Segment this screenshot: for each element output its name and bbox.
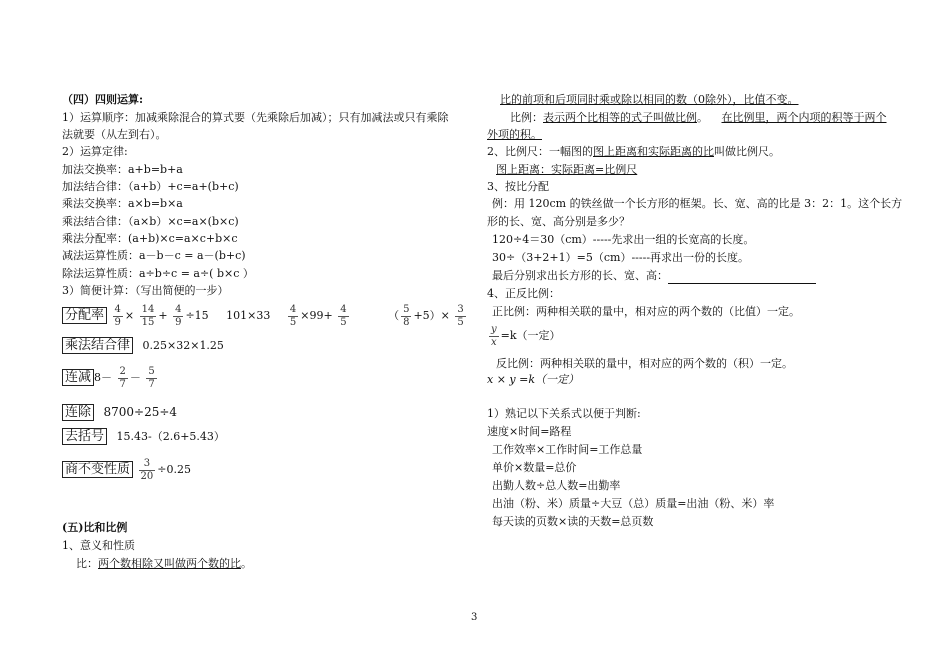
relation-item: 出勤人数÷总人数=出勤率 [492, 479, 621, 492]
relation-item: 出油（粉、米）质量÷大豆（总）质量=出油（粉、米）率 [492, 497, 775, 510]
direct-proportion-formula: $\frac{y}{x}$ =k（一定） [491, 323, 561, 348]
fraction: $\frac{3}{5}$ [457, 303, 464, 328]
section-4-title: （四）四则运算: [62, 93, 144, 106]
inverse-proportion-formula: x × y =k（一定） [487, 373, 580, 386]
page-number: 3 [471, 612, 478, 623]
fraction: $\frac{4}{5}$ [289, 303, 297, 328]
solution-step-1: 120÷4＝30（cm）-----先求出一组的长宽高的长度。 [492, 233, 755, 246]
example-remove-parentheses: 去括号 15.43-（2.6+5.43） [62, 429, 225, 445]
scale-formula: 图上距离：实际距离=比例尺 [496, 163, 638, 176]
label-box: 连减 [62, 369, 94, 386]
law-item: 乘法结合律：（a×b）×c=a×(b×c) [62, 215, 239, 228]
label-box: 去括号 [62, 428, 107, 445]
relation-item: 工作效率×工作时间=工作总量 [492, 443, 643, 456]
law-item: 乘法分配率：(a+b)×c=a×c+b×c [62, 232, 238, 245]
law-item: 加法结合律：（a+b）+c=a+(b+c) [62, 180, 239, 193]
example-consecutive-subtract: 连减 8－ $\frac{2}{7}$ － $\frac{5}{7}$ [62, 364, 159, 392]
fraction: $\frac{5}{7}$ [148, 365, 155, 390]
proportion-definition: 比例：表示两个比相等的式子叫做比例。 在比例里，两个内项的积等于两个 [510, 111, 887, 124]
example-quotient-invariance: 商不变性质 $\frac{3}{20}$ ÷0.25 [62, 456, 191, 484]
meaning-title: 1、意义和性质 [62, 539, 135, 552]
order-rule-line-2: 法就要（从左到右）。 [62, 128, 167, 141]
relation-item: 速度×时间=路程 [487, 425, 572, 438]
solution-step-2: 30÷（3+2+1）=5（cm）-----再求出一份的长度。 [492, 251, 750, 264]
fraction: $\frac{2}{7}$ [119, 365, 126, 390]
section-5-title: (五)比和比例 [62, 521, 128, 534]
proportion-definition-cont: 外项的积。 [487, 128, 542, 141]
example-problem-line-1: 例：用 120cm 的铁丝做一个长方形的框架。长、宽、高的比是 3：2：1。这个长方 [492, 197, 903, 210]
distribution-title: 3、按比分配 [487, 180, 549, 193]
ratio-definition: 比：两个数相除又叫做两个数的比。 [76, 557, 252, 570]
proportion-types-title: 4、正反比例： [487, 287, 560, 300]
direct-proportion-def: 正比例：两种相关联的量中，相对应的两个数的（比值）一定。 [492, 305, 800, 318]
label-box: 分配率 [62, 307, 107, 324]
fraction: $\frac{4}{9}$ [114, 303, 121, 328]
label-box: 乘法结合律 [62, 337, 133, 354]
relations-title: 1）熟记以下关系式以便于判断: [487, 407, 641, 420]
law-item: 除法运算性质：a÷b÷c = a÷( b×c ） [62, 267, 254, 280]
fraction: $\frac{14}{15}$ [141, 303, 155, 328]
ratio-property: 比的前项和后项同时乘或除以相同的数（0除外），比值不变。 [500, 93, 799, 106]
example-distributive: 分配率 $\frac{4}{9}$ × $\frac{14}{15}$ + $\frac{4}{9}$ ÷15 101×33 $\frac{4}{5}$ ×99+ $\frac{4}{5}$ （ $\frac{5}{8}$ +5）× $\frac{3}{5}$ [62, 302, 468, 330]
label-box: 商不变性质 [62, 461, 133, 478]
scale-definition: 2、比例尺：一幅图的图上距离和实际距离的比叫做比例尺。 [487, 145, 780, 158]
example-problem-line-2: 形的长、宽、高分别是多少？ [487, 215, 630, 228]
laws-title: 2）运算定律: [62, 145, 128, 158]
expr-101x33: 101×33 [226, 309, 271, 322]
label-box: 连除 [62, 404, 94, 421]
example-associative: 乘法结合律 0.25×32×1.25 [62, 338, 224, 354]
example-consecutive-divide: 连除 8700÷25÷4 [62, 404, 177, 421]
fraction: $\frac{5}{8}$ [403, 303, 410, 328]
relation-item: 每天读的页数×读的天数=总页数 [492, 515, 654, 528]
simple-calc-title: 3）简便计算：（写出简便的一步） [62, 284, 229, 297]
solution-step-3: 最后分别求出长方形的长、宽、高： [492, 268, 816, 284]
law-item: 乘法交换率：a×b=b×a [62, 197, 183, 210]
relation-item: 单价×数量=总价 [492, 461, 577, 474]
fraction: $\frac{4}{5}$ [340, 303, 347, 328]
law-item: 减法运算性质：a－b－c = a－(b+c) [62, 249, 246, 262]
fraction: $\frac{y}{x}$ [491, 323, 497, 348]
answer-blank [668, 271, 816, 284]
fraction: $\frac{4}{9}$ [175, 303, 182, 328]
inverse-proportion-def: 反比例：两种相关联的量中，相对应的两个数的（积）一定。 [496, 357, 793, 370]
law-item: 加法交换率：a+b=b+a [62, 163, 183, 176]
order-rule-line-1: 1）运算顺序：加减乘除混合的算式要（先乘除后加减）；只有加减法或只有乘除 [62, 111, 449, 124]
fraction: $\frac{3}{20}$ [140, 457, 154, 482]
